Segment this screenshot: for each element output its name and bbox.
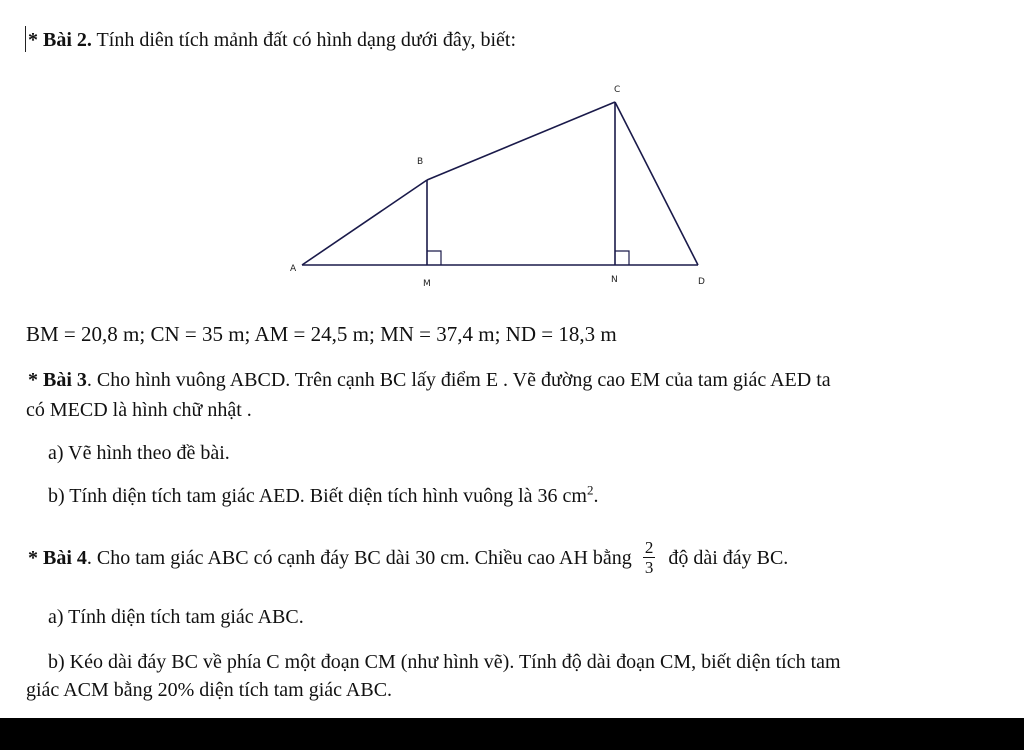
problem-4-text-before: . Cho tam giác ABC có cạnh đáy BC dài 30 cm. Chiều cao AH bằng (86, 547, 632, 570)
problem-3-marker: * Bài 3 (28, 369, 87, 391)
label-B: B (417, 157, 424, 167)
bottom-black-bar (0, 718, 1024, 750)
fraction-numerator: 2 (644, 538, 654, 557)
segment-CD (615, 102, 698, 265)
problem-4-part-b-line-1: b) Kéo dài đáy BC về phía C một đoạn CM (như hình vẽ). Tính độ dài đoạn CM, biết diện tích tam (48, 651, 841, 673)
segment-AB (302, 180, 427, 265)
problem-4-line-1 (28, 540, 788, 579)
problem-4-part-a: a) Tính diện tích tam giác ABC. (48, 606, 304, 628)
label-D: D (698, 277, 705, 287)
text-cursor (25, 26, 26, 52)
problem-4-text-after: độ dài đáy BC. (668, 547, 789, 570)
problem-2-marker: * Bài 2. (28, 29, 92, 51)
problem-4-part-b-line-2: giác ACM bằng 20% diện tích tam giác ABC. (26, 679, 393, 701)
problem-3-part-b-end: . (593, 485, 599, 507)
problem-3-part-b-exponent: 2 (586, 482, 594, 498)
right-angle-M (427, 251, 441, 265)
label-A: A (290, 264, 297, 274)
fraction-denominator: 3 (644, 558, 654, 577)
right-angle-N (615, 251, 629, 265)
label-M: M (423, 279, 431, 289)
problem-3-line-2: có MECD là hình chữ nhật . (26, 399, 252, 421)
problem-3-part-b (48, 484, 598, 508)
problem-2-heading (28, 28, 516, 52)
label-N: N (611, 275, 618, 285)
fraction-two-thirds (643, 538, 656, 577)
problem-4-marker: * Bài 4 (28, 547, 87, 570)
problem-2-given: BM = 20,8 m; CN = 35 m; AM = 24,5 m; MN = 37,4 m; ND = 18,3 m (26, 322, 617, 346)
problem-3-line-1 (28, 368, 831, 392)
problem-3-part-b-text: b) Tính diện tích tam giác AED. Biết diện tích hình vuông là 36 cm (48, 485, 587, 507)
problem-3-text-1: . Cho hình vuông ABCD. Trên cạnh BC lấy điểm E . Vẽ đường cao EM của tam giác AED ta (86, 369, 831, 391)
label-C: C (614, 85, 621, 95)
land-plot-figure (280, 78, 720, 293)
problem-3-part-a: a) Vẽ hình theo đề bài. (48, 442, 230, 464)
problem-2-text: Tính diên tích mảnh đất có hình dạng dưới đây, biết: (96, 29, 517, 51)
segment-BC (427, 102, 615, 180)
